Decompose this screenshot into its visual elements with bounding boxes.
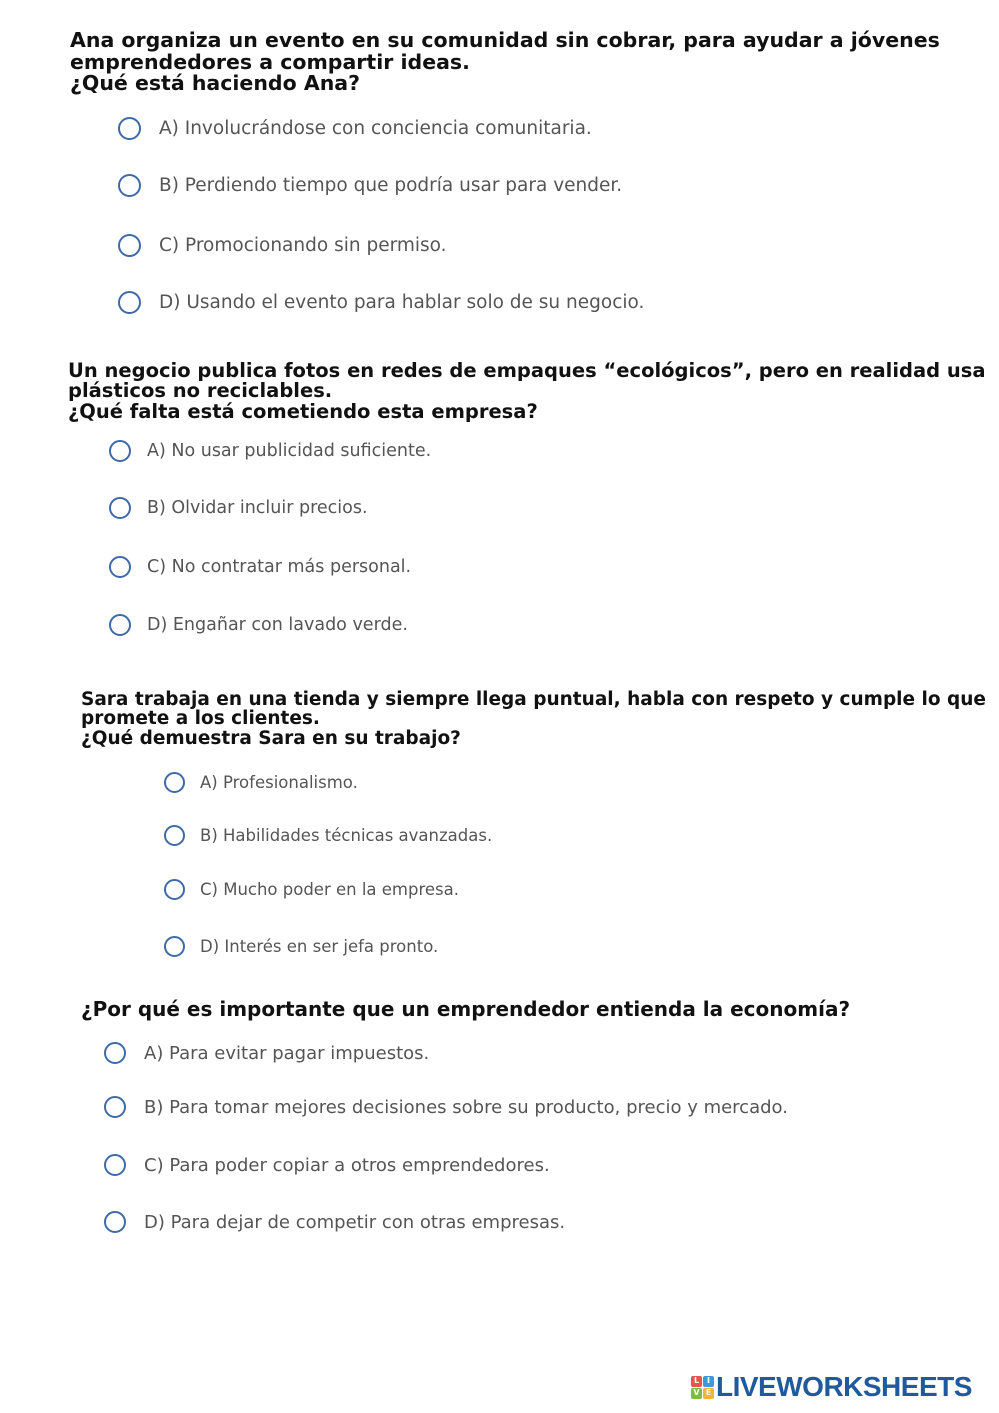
answer-option-label: B) Habilidades técnicas avanzadas. [200,826,493,845]
question-prompt-line: ¿Qué está haciendo Ana? [70,71,361,96]
question-prompt-line: promete a los clientes. [81,708,320,730]
answer-option-label: A) No usar publicidad suficiente. [147,441,432,461]
logo-letter: L [691,1376,702,1387]
radio-unchecked-icon[interactable] [109,556,131,578]
answer-option-label: D) Usando el evento para hablar solo de su negocio. [159,292,645,313]
answer-option-a[interactable] [118,117,592,140]
answer-option-c[interactable] [104,1154,550,1176]
radio-unchecked-icon[interactable] [164,936,185,957]
answer-option-d[interactable] [164,936,438,957]
answer-option-c[interactable] [164,879,459,900]
answer-option-c[interactable] [109,556,411,578]
liveworksheets-brand [691,1373,972,1401]
radio-unchecked-icon[interactable] [118,291,141,314]
answer-option-b[interactable] [118,174,622,197]
answer-option-b[interactable] [109,497,368,519]
question-prompt-line: plásticos no reciclables. [68,379,333,403]
answer-option-d[interactable] [118,291,644,314]
question-prompt-line: emprendedores a compartir ideas. [70,49,470,74]
question-prompt-line: ¿Qué falta está cometiendo esta empresa? [68,399,538,423]
question-2 [68,359,986,635]
question-prompt [81,999,850,1020]
radio-unchecked-icon[interactable] [164,772,185,793]
radio-unchecked-icon[interactable] [109,497,131,519]
answer-option-d[interactable] [109,614,408,636]
answer-option-label: D) Interés en ser jefa pronto. [200,937,439,956]
radio-unchecked-icon[interactable] [104,1154,126,1176]
answer-option-a[interactable] [109,440,431,462]
brand-name: LIVEWORKSHEETS [716,1371,972,1402]
question-prompt-line: Sara trabaja en una tienda y siempre llega puntual, habla con respeto y cumple lo que [81,689,986,710]
answer-option-label: B) Perdiendo tiempo que podría usar para vender. [159,175,623,196]
answer-option-a[interactable] [104,1042,429,1064]
answer-option-label: B) Olvidar incluir precios. [147,498,368,518]
answer-option-label: C) Mucho poder en la empresa. [200,880,460,899]
question-3 [81,689,986,956]
answer-option-label: A) Profesionalismo. [200,773,358,792]
answer-option-b[interactable] [104,1096,788,1118]
answer-option-a[interactable] [164,772,358,793]
answer-option-c[interactable] [118,234,447,257]
answer-option-label: D) Para dejar de competir con otras empresas. [144,1211,566,1233]
radio-unchecked-icon[interactable] [118,234,141,257]
answer-option-label: B) Para tomar mejores decisiones sobre su producto, precio y mercado. [144,1096,788,1118]
question-prompt [70,30,940,95]
question-prompt-line: ¿Qué demuestra Sara en su trabajo? [81,727,461,749]
answer-option-label: D) Engañar con lavado verde. [147,615,408,635]
answer-option-d[interactable] [104,1211,565,1233]
radio-unchecked-icon[interactable] [164,879,185,900]
answer-option-b[interactable] [164,825,492,846]
answer-option-label: C) Para poder copiar a otros emprendedores. [144,1154,550,1176]
question-prompt-line: Ana organiza un evento en su comunidad sin cobrar, para ayudar a jóvenes [70,28,940,52]
answer-option-label: A) Involucrándose con conciencia comunitaria. [159,118,592,139]
liveworksheets-logo-icon [691,1376,714,1399]
radio-unchecked-icon[interactable] [104,1096,126,1118]
question-prompt [68,361,986,422]
radio-unchecked-icon[interactable] [109,440,131,462]
question-4 [81,997,851,1233]
logo-letter: E [703,1388,714,1399]
question-1 [70,28,940,313]
radio-unchecked-icon[interactable] [104,1211,126,1233]
radio-unchecked-icon[interactable] [104,1042,126,1064]
answer-option-label: C) Promocionando sin permiso. [159,235,447,256]
question-prompt-line: Un negocio publica fotos en redes de empaques “ecológicos”, pero en realidad usa [68,359,986,382]
logo-letter: V [691,1388,702,1399]
radio-unchecked-icon[interactable] [118,117,141,140]
radio-unchecked-icon[interactable] [164,825,185,846]
radio-unchecked-icon[interactable] [109,614,131,636]
logo-letter: I [703,1376,714,1387]
question-prompt-line: ¿Por qué es importante que un emprendedor entienda la economía? [81,997,851,1021]
question-prompt [81,690,986,748]
radio-unchecked-icon[interactable] [118,174,141,197]
answer-option-label: C) No contratar más personal. [147,557,412,577]
answer-option-label: A) Para evitar pagar impuestos. [144,1042,430,1064]
